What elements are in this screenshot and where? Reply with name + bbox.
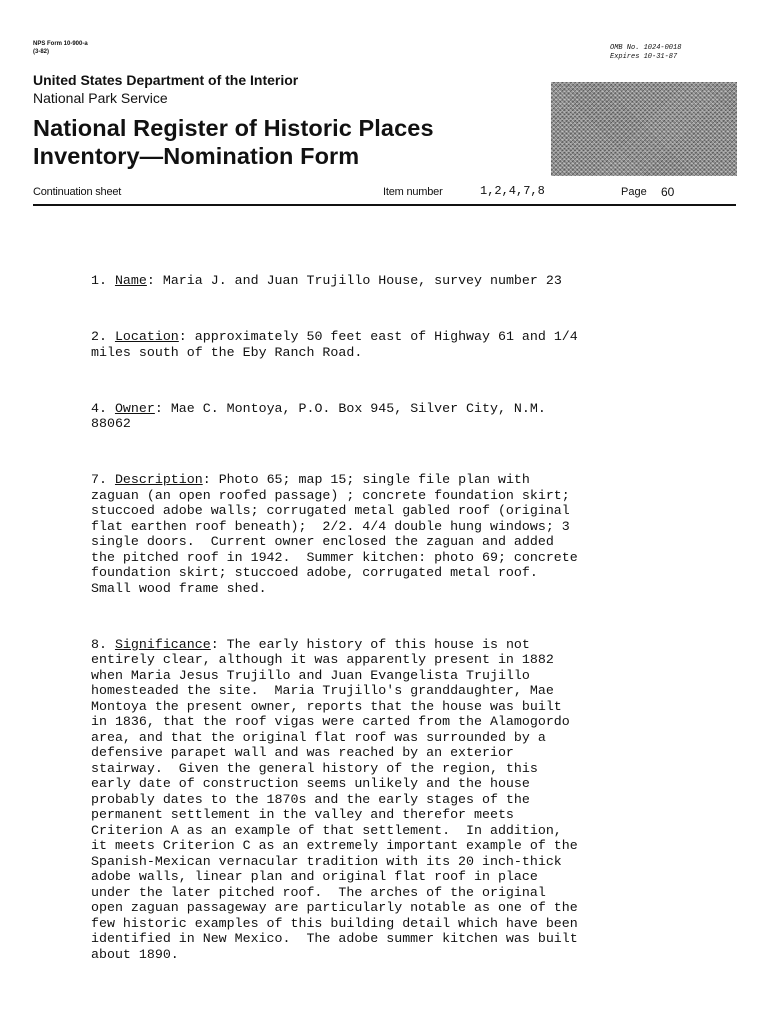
omb-number: OMB No. 1024-0018 Expires 10-31-87 [610,44,682,61]
section-owner: 4. Owner: Mae C. Montoya, P.O. Box 945, Silver City, N.M. 88062 [91,400,546,431]
section-label: Description [114,472,203,487]
official-use-stamp [551,82,737,176]
document-body [91,242,711,987]
form-number: NPS Form 10-900-a (3-82) [33,41,88,55]
continuation-sheet-label: Continuation sheet [33,186,122,198]
header-rule [33,204,736,206]
page-label: Page [621,186,647,198]
section-significance: 8. Significance: The early history of this house is not entirely clear, although it was apparently present in 1882 when Maria Jesus Trujillo and Juan Evangelista Trujillo homesteaded the site. Maria Trujillo's granddaughter, Mae Montoya the present owner, reports that the house was built in 1836, that the roof vigas were carted from the Alamogordo area, and that the original flat roof was surrounded by a defensive parapet wall and was reached by an exterior stairway. Given the general history of the region, this early date of construction seems unlikely and the house probably dates to the 1870s and the early stages of the permanent settlement in the valley and therefor meets Criterion A as an example of that settlement. In addition, it meets Criterion C as an extremely important example of the Spanish-Mexican vernacular tradition with its 20 inch-thick adobe walls, linear plan and original flat roof in place under the later pitched roof. The arches of the original open zaguan passageway are particularly notable as one of the few historic examples of this building detail which have been identified in New Mexico. The adobe summer kitchen was built about 1890. [91,636,578,962]
service-name: National Park Service [33,90,168,106]
item-number-value: 1,2,4,7,8 [480,184,545,198]
section-label: Name [114,273,147,288]
section-label: Owner [114,400,155,416]
department-name: United States Department of the Interior [33,72,299,88]
form-title: National Register of Historic Places Inventory—Nomination Form [33,115,434,169]
section-location: 2. Location: approximately 50 feet east of Highway 61 and 1/4 miles south of the Eby Ranch Road. [91,329,578,360]
section-name: 1. Name: Maria J. and Juan Trujillo House, survey number 23 [91,273,562,288]
page-number: 60 [661,185,675,199]
section-label: Location [114,329,179,344]
item-number-label: Item number [383,186,443,198]
section-label: Significance [114,636,211,652]
section-description: 7. Description: Photo 65; map 15; single file plan with zaguan (an open roofed passage) ; concrete foundation skirt; stuccoed adobe walls; corrugated metal gabled roof (original flat earthen roof beneath); 2/2. 4/4 double hung windows; 3 single doors. Current owner enclosed the zaguan and added the pitched roof in 1942. Summer kitchen: photo 69; concrete foundation skirt; stuccoed adobe, corrugated metal roof. Small wood frame shed. [91,472,578,596]
